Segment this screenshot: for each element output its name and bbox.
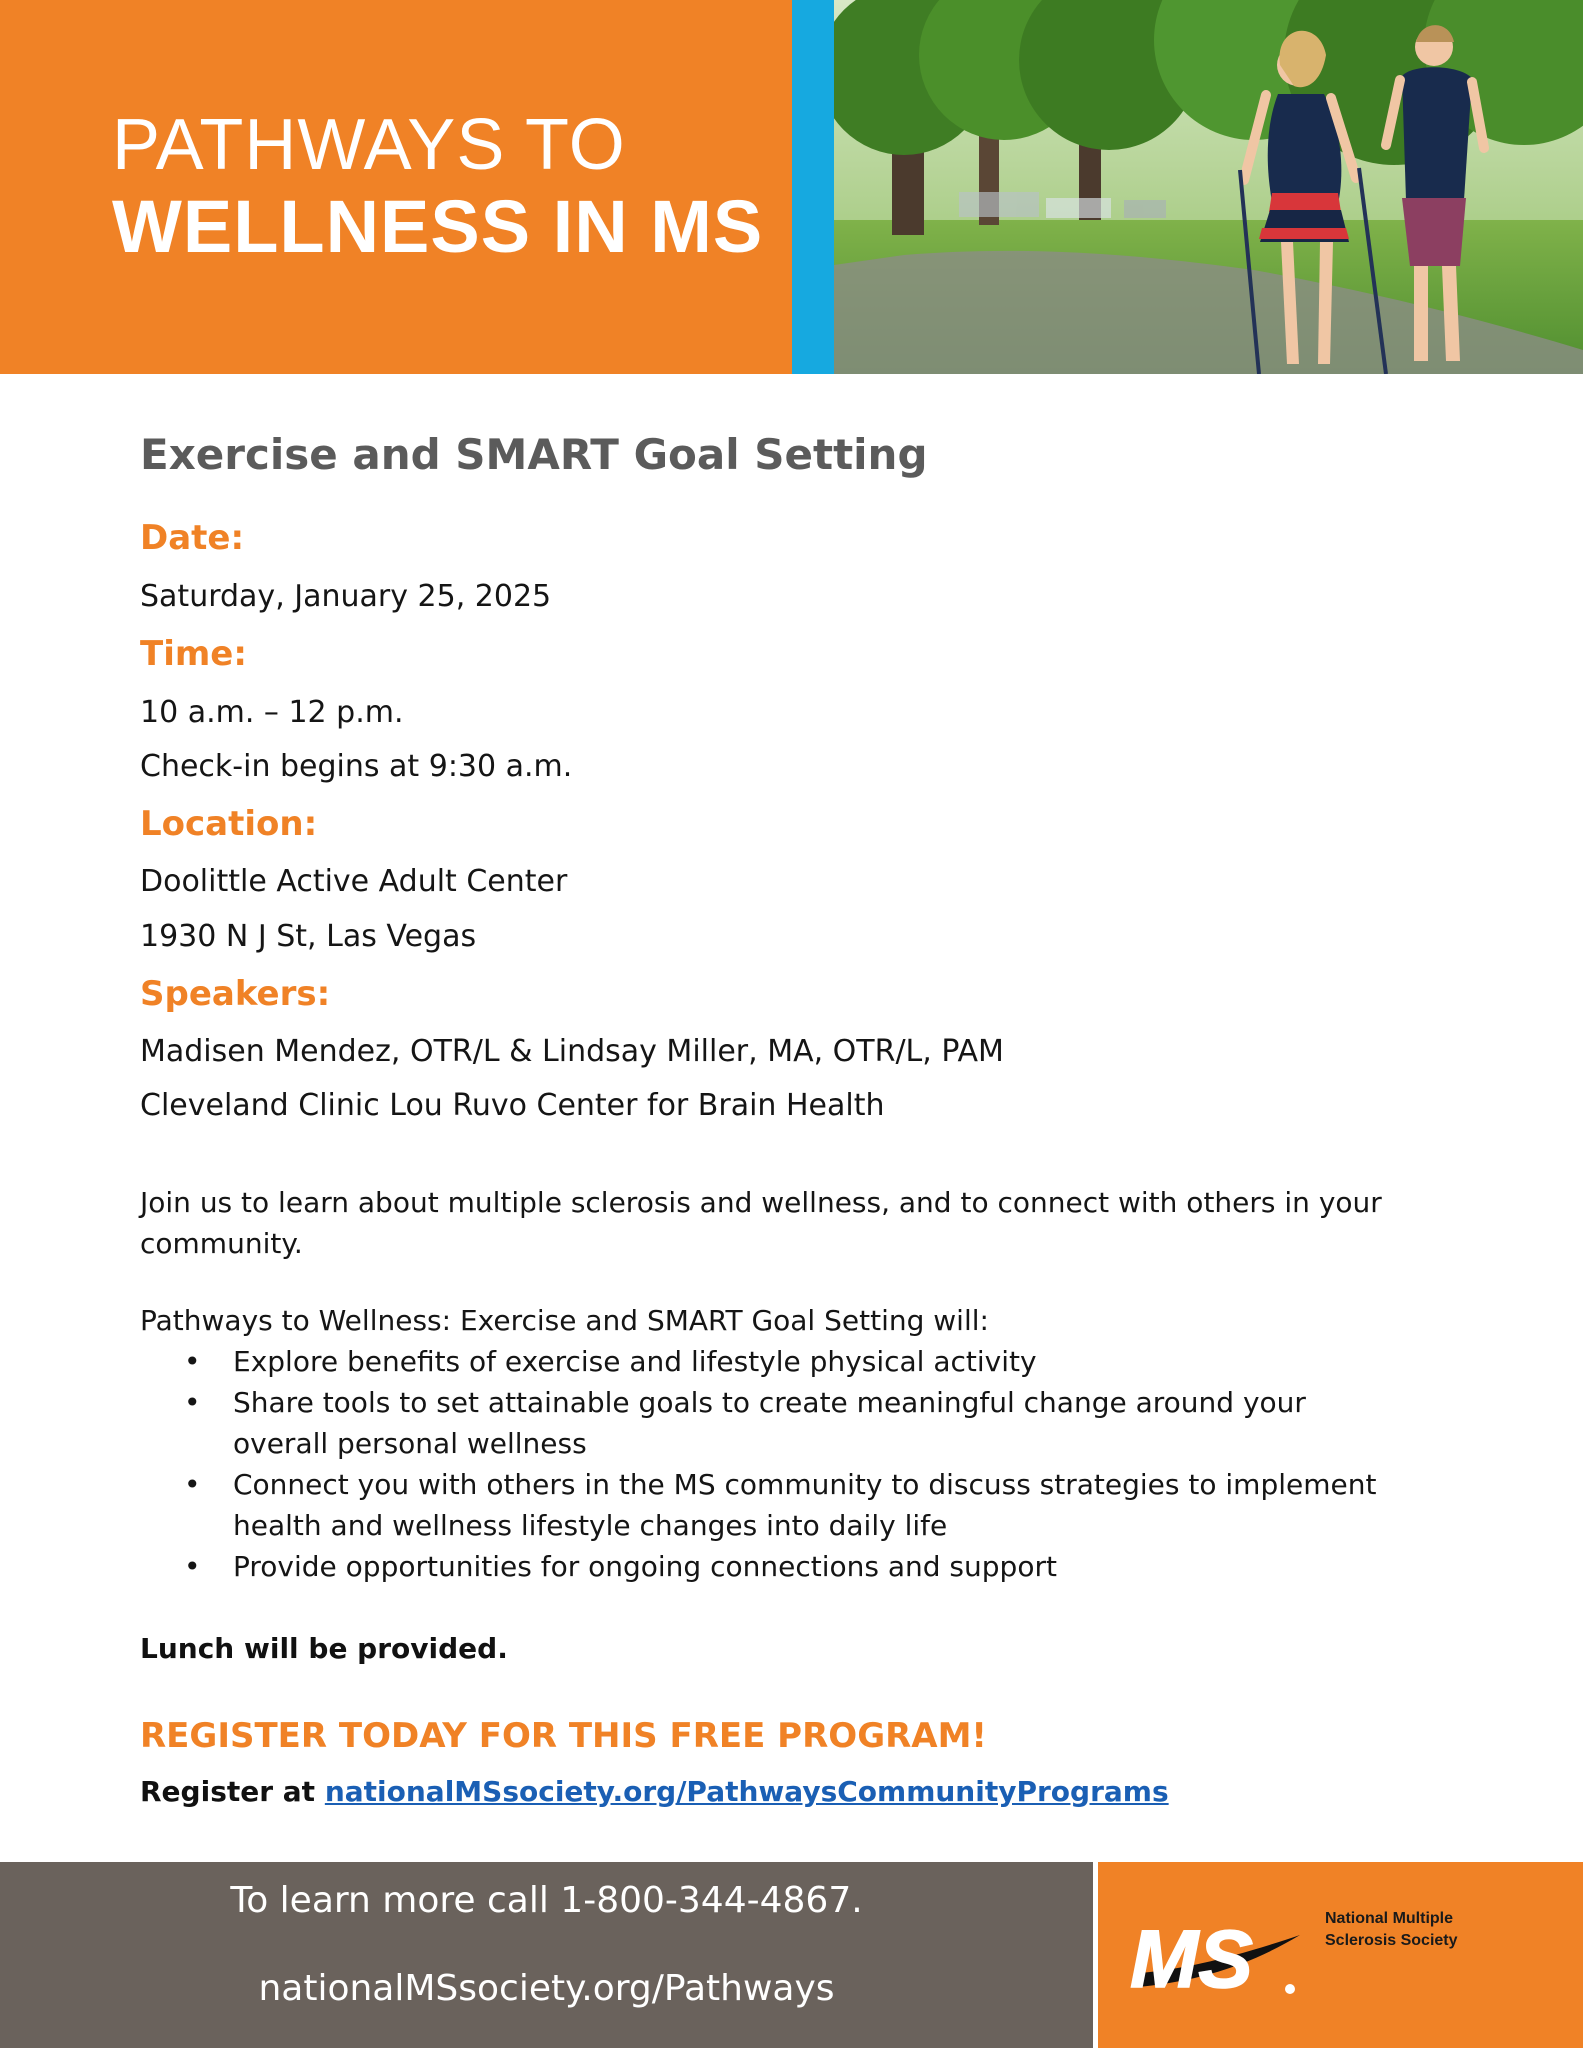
accent-bar [792, 0, 834, 374]
location-address: 1930 N J St, Las Vegas [140, 919, 477, 954]
title-line-2: WELLNESS IN MS [112, 185, 764, 268]
speakers-label: Speakers: [140, 974, 331, 1014]
ms-logo [1130, 1895, 1320, 2015]
register-line [140, 1775, 1169, 1808]
ms-logo-text: MS [1130, 1914, 1253, 2005]
header-banner [0, 0, 1583, 374]
goals-list [140, 1341, 1390, 1587]
goal-item: • Explore benefits of exercise and lifestyle physical activity [140, 1341, 1390, 1382]
event-subtitle: Exercise and SMART Goal Setting [140, 430, 928, 479]
register-heading: REGISTER TODAY FOR THIS FREE PROGRAM! [140, 1716, 987, 1756]
goal-item: • Share tools to set attainable goals to create meaningful change around your overall personal wellness [140, 1382, 1390, 1464]
location-name: Doolittle Active Adult Center [140, 864, 568, 899]
date-label: Date: [140, 518, 245, 558]
register-prefix: Register at [140, 1775, 325, 1808]
registration-link[interactable]: nationalMSsociety.org/PathwaysCommunityPrograms [324, 1775, 1169, 1808]
intro-paragraph: Join us to learn about multiple sclerosis and wellness, and to connect with others in your community. [140, 1186, 1382, 1260]
lunch-note: Lunch will be provided. [140, 1632, 508, 1665]
speakers-names: Madisen Mendez, OTR/L & Lindsay Miller, MA, OTR/L, PAM [140, 1034, 1004, 1069]
goals-intro: Pathways to Wellness: Exercise and SMART Goal Setting will: [140, 1304, 989, 1337]
location-label: Location: [140, 804, 318, 844]
phone-text: To learn more call 1-800-344-4867. [230, 1880, 863, 1921]
date-value: Saturday, January 25, 2025 [140, 579, 552, 614]
organization-name: National Multiple Sclerosis Society [1325, 1910, 1458, 1949]
program-goals [140, 1300, 1390, 1587]
title-panel [0, 0, 792, 374]
time-value: 10 a.m. – 12 p.m. [140, 695, 404, 730]
goal-item: • Provide opportunities for ongoing connections and support [140, 1546, 1390, 1587]
speakers-organization: Cleveland Clinic Lou Ruvo Center for Brain Health [140, 1088, 885, 1123]
checkin-value: Check-in begins at 9:30 a.m. [140, 749, 573, 784]
title-line-1: PATHWAYS TO [112, 105, 626, 185]
time-label: Time: [140, 634, 247, 674]
park-walk-photo [834, 0, 1583, 374]
header-photo [834, 0, 1583, 374]
pathways-website[interactable]: nationalMSsociety.org/Pathways [258, 1968, 835, 2009]
goal-item: • Connect you with others in the MS community to discuss strategies to implement health and wellness lifestyle changes into daily life [140, 1464, 1390, 1546]
